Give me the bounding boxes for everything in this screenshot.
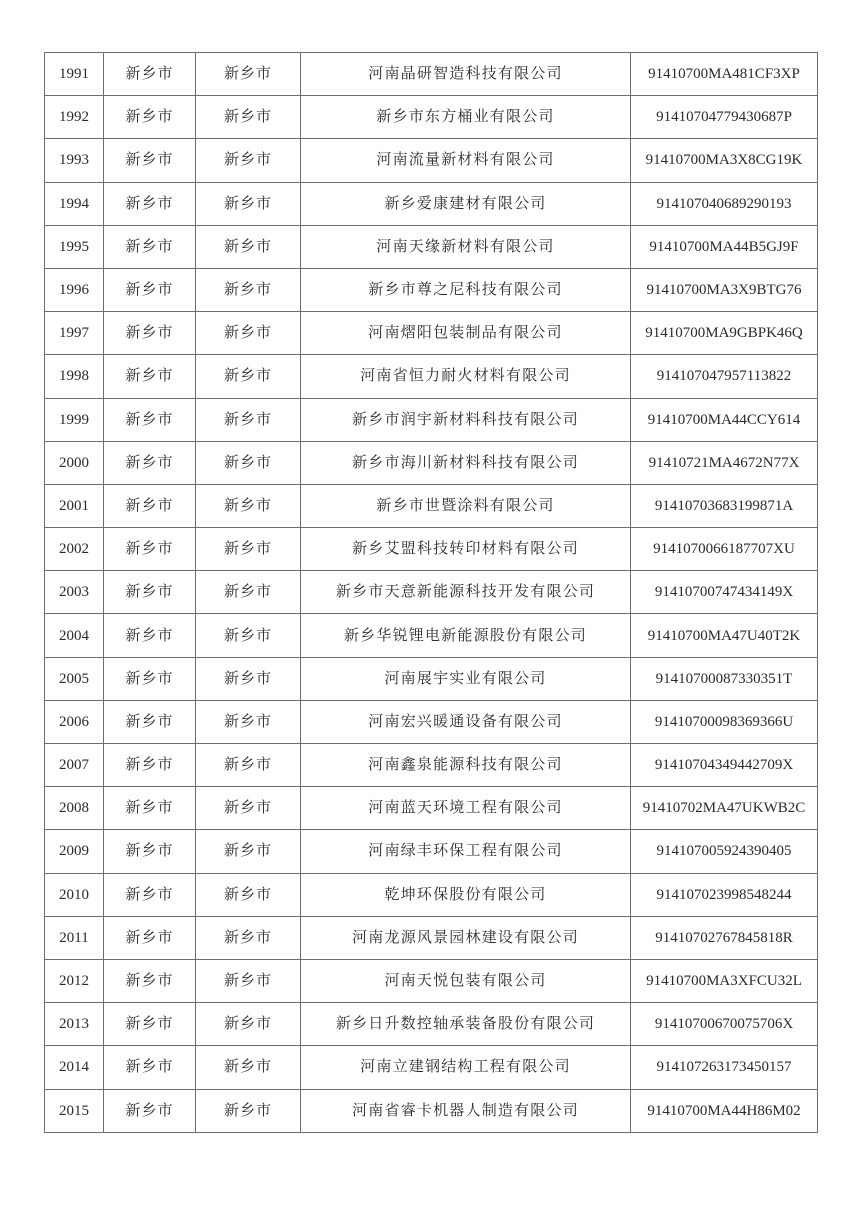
county-cell: 新乡市 (196, 182, 301, 225)
credit-code-cell: 91410700670075706X (631, 1003, 818, 1046)
row-number-cell: 1992 (45, 96, 104, 139)
row-number-cell: 2002 (45, 528, 104, 571)
city-cell: 新乡市 (104, 787, 196, 830)
company-name-cell: 河南晶研智造科技有限公司 (301, 53, 631, 96)
county-cell: 新乡市 (196, 484, 301, 527)
city-cell: 新乡市 (104, 441, 196, 484)
city-cell: 新乡市 (104, 959, 196, 1002)
company-name-cell: 新乡日升数控轴承装备股份有限公司 (301, 1003, 631, 1046)
county-cell: 新乡市 (196, 312, 301, 355)
company-name-cell: 新乡艾盟科技转印材料有限公司 (301, 528, 631, 571)
table-row (45, 571, 818, 614)
credit-code-cell: 91410700MA3X9BTG76 (631, 268, 818, 311)
company-name-cell: 新乡市尊之尼科技有限公司 (301, 268, 631, 311)
row-number-cell: 2004 (45, 614, 104, 657)
county-cell: 新乡市 (196, 916, 301, 959)
county-cell: 新乡市 (196, 614, 301, 657)
company-name-cell: 河南宏兴暖通设备有限公司 (301, 700, 631, 743)
county-cell: 新乡市 (196, 398, 301, 441)
company-name-cell: 新乡市东方桶业有限公司 (301, 96, 631, 139)
table-body (45, 53, 818, 1133)
company-name-cell: 河南省睿卡机器人制造有限公司 (301, 1089, 631, 1132)
company-name-cell: 新乡市海川新材料科技有限公司 (301, 441, 631, 484)
credit-code-cell: 91410700MA3X8CG19K (631, 139, 818, 182)
table-row (45, 787, 818, 830)
table-row (45, 1003, 818, 1046)
row-number-cell: 2015 (45, 1089, 104, 1132)
county-cell: 新乡市 (196, 225, 301, 268)
table-row (45, 830, 818, 873)
city-cell: 新乡市 (104, 657, 196, 700)
table-row (45, 744, 818, 787)
city-cell: 新乡市 (104, 312, 196, 355)
company-name-cell: 新乡市天意新能源科技开发有限公司 (301, 571, 631, 614)
credit-code-cell: 91410700098369366U (631, 700, 818, 743)
county-cell: 新乡市 (196, 873, 301, 916)
row-number-cell: 2005 (45, 657, 104, 700)
city-cell: 新乡市 (104, 1089, 196, 1132)
row-number-cell: 2003 (45, 571, 104, 614)
row-number-cell: 1999 (45, 398, 104, 441)
city-cell: 新乡市 (104, 830, 196, 873)
county-cell: 新乡市 (196, 1089, 301, 1132)
company-name-cell: 河南熠阳包装制品有限公司 (301, 312, 631, 355)
row-number-cell: 2001 (45, 484, 104, 527)
city-cell: 新乡市 (104, 96, 196, 139)
credit-code-cell: 91410700MA9GBPK46Q (631, 312, 818, 355)
row-number-cell: 2011 (45, 916, 104, 959)
county-cell: 新乡市 (196, 959, 301, 1002)
table-row (45, 959, 818, 1002)
credit-code-cell: 91410704349442709X (631, 744, 818, 787)
row-number-cell: 1991 (45, 53, 104, 96)
company-name-cell: 新乡华锐锂电新能源股份有限公司 (301, 614, 631, 657)
table-row (45, 312, 818, 355)
table-row (45, 528, 818, 571)
table-row (45, 614, 818, 657)
county-cell: 新乡市 (196, 96, 301, 139)
city-cell: 新乡市 (104, 53, 196, 96)
county-cell: 新乡市 (196, 355, 301, 398)
city-cell: 新乡市 (104, 744, 196, 787)
county-cell: 新乡市 (196, 268, 301, 311)
credit-code-cell: 91410721MA4672N77X (631, 441, 818, 484)
table-row (45, 139, 818, 182)
credit-code-cell: 91410700MA481CF3XP (631, 53, 818, 96)
row-number-cell: 2012 (45, 959, 104, 1002)
city-cell: 新乡市 (104, 182, 196, 225)
row-number-cell: 2010 (45, 873, 104, 916)
company-name-cell: 河南天缘新材料有限公司 (301, 225, 631, 268)
company-name-cell: 河南省恒力耐火材料有限公司 (301, 355, 631, 398)
county-cell: 新乡市 (196, 830, 301, 873)
table-row (45, 700, 818, 743)
row-number-cell: 2014 (45, 1046, 104, 1089)
company-name-cell: 新乡市润宇新材料科技有限公司 (301, 398, 631, 441)
table-row (45, 53, 818, 96)
city-cell: 新乡市 (104, 700, 196, 743)
city-cell: 新乡市 (104, 614, 196, 657)
table-row (45, 873, 818, 916)
table-row (45, 1089, 818, 1132)
company-name-cell: 河南龙源风景园林建设有限公司 (301, 916, 631, 959)
row-number-cell: 2007 (45, 744, 104, 787)
credit-code-cell: 91410700MA44H86M02 (631, 1089, 818, 1132)
city-cell: 新乡市 (104, 268, 196, 311)
county-cell: 新乡市 (196, 787, 301, 830)
row-number-cell: 1997 (45, 312, 104, 355)
credit-code-cell: 914107005924390405 (631, 830, 818, 873)
county-cell: 新乡市 (196, 139, 301, 182)
credit-code-cell: 9141070066187707XU (631, 528, 818, 571)
table-row (45, 182, 818, 225)
row-number-cell: 1993 (45, 139, 104, 182)
county-cell: 新乡市 (196, 53, 301, 96)
credit-code-cell: 91410702MA47UKWB2C (631, 787, 818, 830)
company-name-cell: 乾坤环保股份有限公司 (301, 873, 631, 916)
credit-code-cell: 91410702767845818R (631, 916, 818, 959)
credit-code-cell: 91410700MA44B5GJ9F (631, 225, 818, 268)
county-cell: 新乡市 (196, 571, 301, 614)
city-cell: 新乡市 (104, 916, 196, 959)
credit-code-cell: 91410700MA44CCY614 (631, 398, 818, 441)
county-cell: 新乡市 (196, 657, 301, 700)
city-cell: 新乡市 (104, 484, 196, 527)
table-row (45, 268, 818, 311)
company-name-cell: 河南绿丰环保工程有限公司 (301, 830, 631, 873)
row-number-cell: 1995 (45, 225, 104, 268)
city-cell: 新乡市 (104, 528, 196, 571)
company-name-cell: 河南鑫泉能源科技有限公司 (301, 744, 631, 787)
table-row (45, 657, 818, 700)
city-cell: 新乡市 (104, 571, 196, 614)
city-cell: 新乡市 (104, 398, 196, 441)
table-row (45, 225, 818, 268)
city-cell: 新乡市 (104, 873, 196, 916)
table-row (45, 398, 818, 441)
county-cell: 新乡市 (196, 1046, 301, 1089)
credit-code-cell: 91410704779430687P (631, 96, 818, 139)
company-name-cell: 河南天悦包装有限公司 (301, 959, 631, 1002)
row-number-cell: 1998 (45, 355, 104, 398)
row-number-cell: 2009 (45, 830, 104, 873)
city-cell: 新乡市 (104, 355, 196, 398)
company-name-cell: 河南蓝天环境工程有限公司 (301, 787, 631, 830)
table-row (45, 916, 818, 959)
company-list-table (44, 52, 818, 1133)
row-number-cell: 2000 (45, 441, 104, 484)
city-cell: 新乡市 (104, 139, 196, 182)
credit-code-cell: 914107047957113822 (631, 355, 818, 398)
row-number-cell: 2013 (45, 1003, 104, 1046)
credit-code-cell: 914107023998548244 (631, 873, 818, 916)
city-cell: 新乡市 (104, 1046, 196, 1089)
county-cell: 新乡市 (196, 528, 301, 571)
row-number-cell: 1994 (45, 182, 104, 225)
credit-code-cell: 91410700MA47U40T2K (631, 614, 818, 657)
credit-code-cell: 914107263173450157 (631, 1046, 818, 1089)
table-row (45, 96, 818, 139)
city-cell: 新乡市 (104, 225, 196, 268)
county-cell: 新乡市 (196, 744, 301, 787)
company-name-cell: 河南流量新材料有限公司 (301, 139, 631, 182)
company-name-cell: 河南展宇实业有限公司 (301, 657, 631, 700)
credit-code-cell: 91410703683199871A (631, 484, 818, 527)
credit-code-cell: 91410700087330351T (631, 657, 818, 700)
table-row (45, 1046, 818, 1089)
table-row (45, 441, 818, 484)
row-number-cell: 2006 (45, 700, 104, 743)
city-cell: 新乡市 (104, 1003, 196, 1046)
row-number-cell: 2008 (45, 787, 104, 830)
company-name-cell: 河南立建钢结构工程有限公司 (301, 1046, 631, 1089)
credit-code-cell: 914107040689290193 (631, 182, 818, 225)
credit-code-cell: 91410700MA3XFCU32L (631, 959, 818, 1002)
credit-code-cell: 91410700747434149X (631, 571, 818, 614)
company-name-cell: 新乡市世暨涂料有限公司 (301, 484, 631, 527)
county-cell: 新乡市 (196, 1003, 301, 1046)
table-row (45, 484, 818, 527)
county-cell: 新乡市 (196, 441, 301, 484)
row-number-cell: 1996 (45, 268, 104, 311)
company-name-cell: 新乡爱康建材有限公司 (301, 182, 631, 225)
county-cell: 新乡市 (196, 700, 301, 743)
table-row (45, 355, 818, 398)
